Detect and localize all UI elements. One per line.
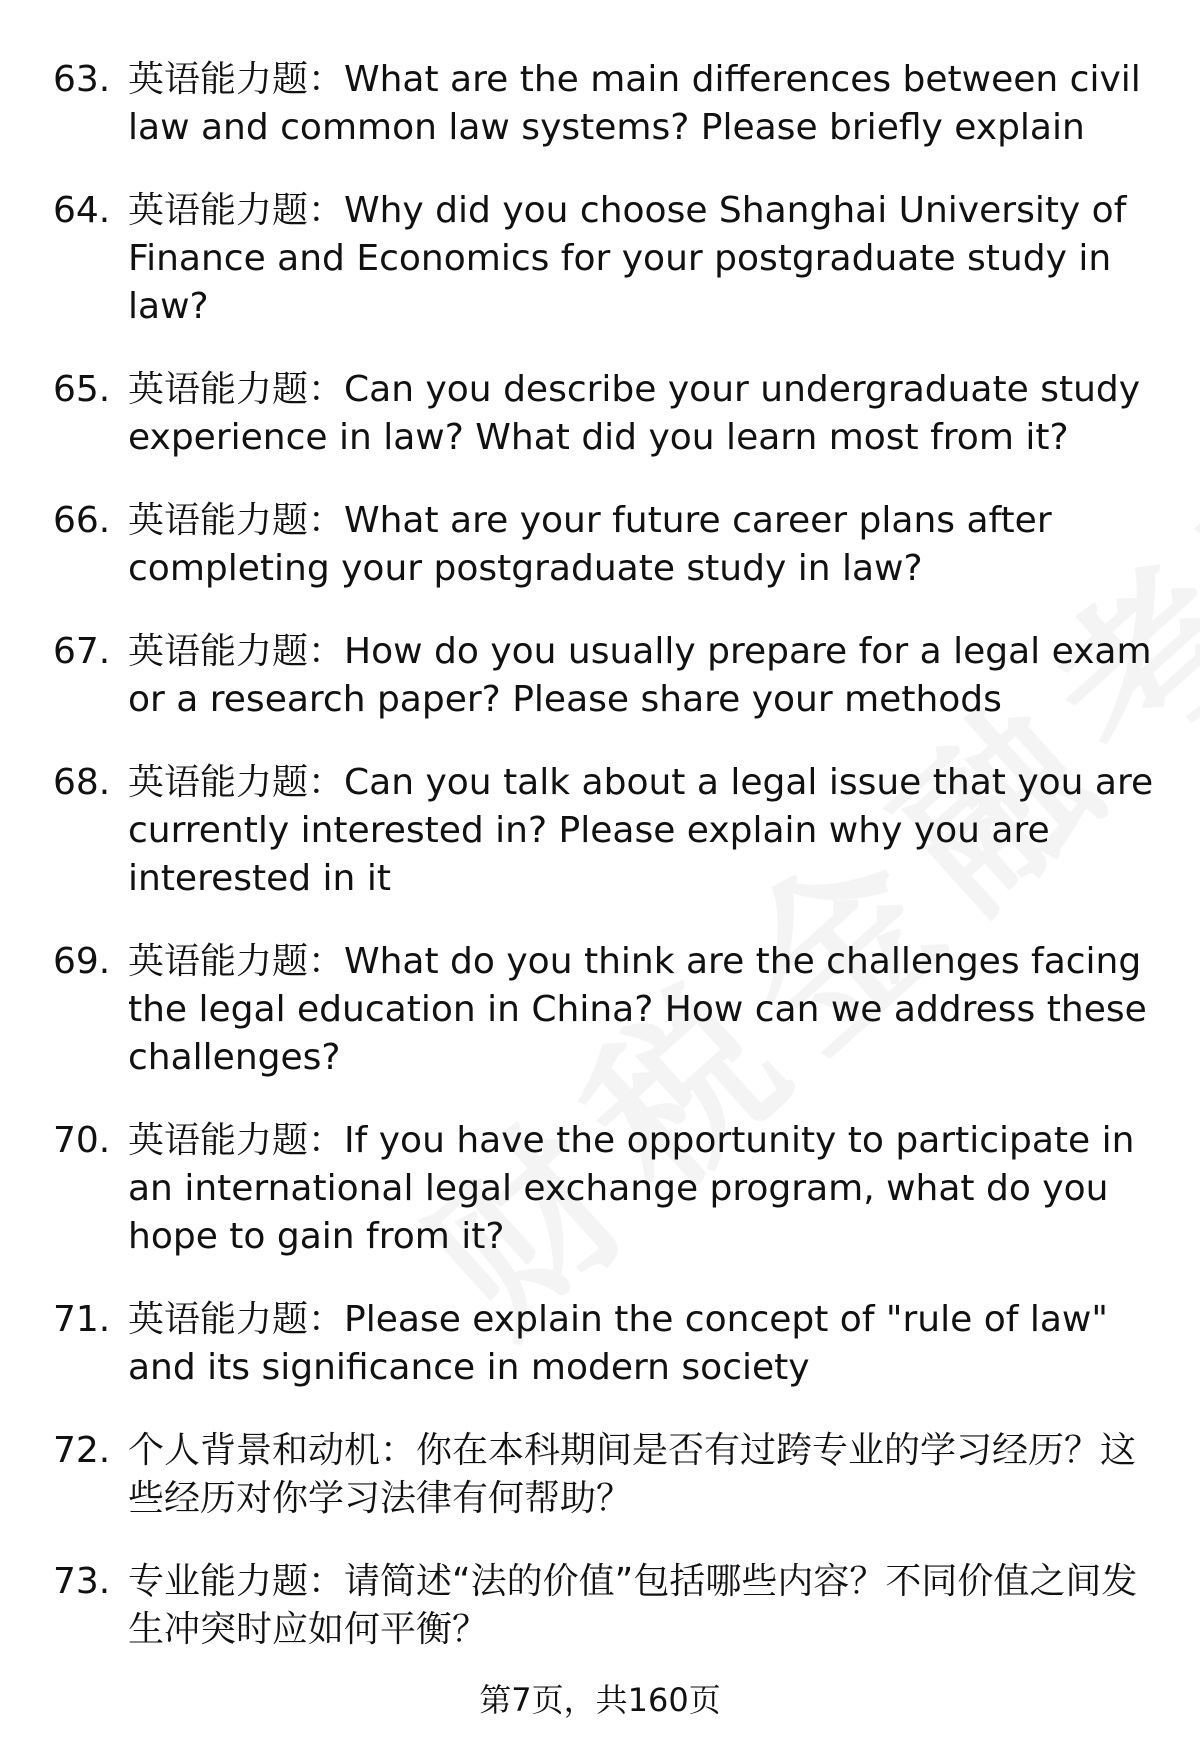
page-footer	[0, 1680, 1200, 1720]
question-item	[53, 1296, 1163, 1392]
question-body	[128, 366, 1163, 462]
question-item	[53, 1558, 1163, 1654]
question-category: 英语能力题：	[128, 59, 345, 100]
question-number: 63.	[53, 59, 111, 100]
question-text: Why did you choose Shanghai University of Finance and Economics for your postgraduate study in law?	[128, 190, 1127, 327]
question-number: 68.	[53, 762, 111, 803]
question-body	[128, 1558, 1163, 1654]
question-body	[128, 187, 1163, 331]
question-category: 个人背景和动机：	[128, 1430, 417, 1471]
question-number: 65.	[53, 369, 111, 410]
question-number: 67.	[53, 631, 111, 672]
question-item	[53, 187, 1163, 331]
question-category: 英语能力题：	[128, 1299, 345, 1340]
question-number: 66.	[53, 500, 111, 541]
question-text: What do you think are the challenges facing the legal education in China? How can we address these challenges?	[128, 941, 1147, 1078]
question-item	[53, 497, 1163, 593]
question-text: 你在本科期间是否有过跨专业的学习经历？这些经历对你学习法律有何帮助？	[128, 1430, 1137, 1519]
question-item	[53, 56, 1163, 152]
question-item	[53, 759, 1163, 903]
question-list	[53, 56, 1163, 1689]
question-body	[128, 938, 1163, 1082]
question-category: 英语能力题：	[128, 631, 345, 672]
question-item	[53, 938, 1163, 1082]
question-category: 专业能力题：	[128, 1561, 345, 1602]
question-text: Can you talk about a legal issue that you are currently interested in? Please explain why you are interested in it	[128, 762, 1154, 899]
question-number: 73.	[53, 1561, 111, 1602]
question-category: 英语能力题：	[128, 941, 345, 982]
question-body	[128, 1117, 1163, 1261]
question-body	[128, 497, 1163, 593]
question-item	[53, 1427, 1163, 1523]
question-text: 请简述“法的价值”包括哪些内容？不同价值之间发生冲突时应如何平衡？	[128, 1561, 1138, 1650]
question-number: 72.	[53, 1430, 111, 1471]
question-item	[53, 1117, 1163, 1261]
page-number-label: 第7页，共160页	[479, 1681, 721, 1719]
question-category: 英语能力题：	[128, 369, 345, 410]
question-body	[128, 759, 1163, 903]
question-category: 英语能力题：	[128, 762, 345, 803]
question-text: Please explain the concept of "rule of law" and its significance in modern society	[128, 1299, 1108, 1388]
question-item	[53, 366, 1163, 462]
question-category: 英语能力题：	[128, 500, 345, 541]
question-text: What are the main differences between civil law and common law systems? Please briefly explain	[128, 59, 1141, 148]
question-body	[128, 628, 1163, 724]
question-text: If you have the opportunity to participate in an international legal exchange program, what do you hope to gain from it?	[128, 1120, 1135, 1257]
question-number: 71.	[53, 1299, 111, 1340]
question-text: Can you describe your undergraduate study experience in law? What did you learn most from it?	[128, 369, 1141, 458]
question-number: 69.	[53, 941, 111, 982]
question-text: What are your future career plans after completing your postgraduate study in law?	[128, 500, 1052, 589]
question-number: 70.	[53, 1120, 111, 1161]
question-body	[128, 1427, 1163, 1523]
question-category: 英语能力题：	[128, 190, 345, 231]
question-body	[128, 56, 1163, 152]
question-item	[53, 628, 1163, 724]
question-body	[128, 1296, 1163, 1392]
question-text: How do you usually prepare for a legal exam or a research paper? Please share your methods	[128, 631, 1152, 720]
question-number: 64.	[53, 190, 111, 231]
question-category: 英语能力题：	[128, 1120, 345, 1161]
